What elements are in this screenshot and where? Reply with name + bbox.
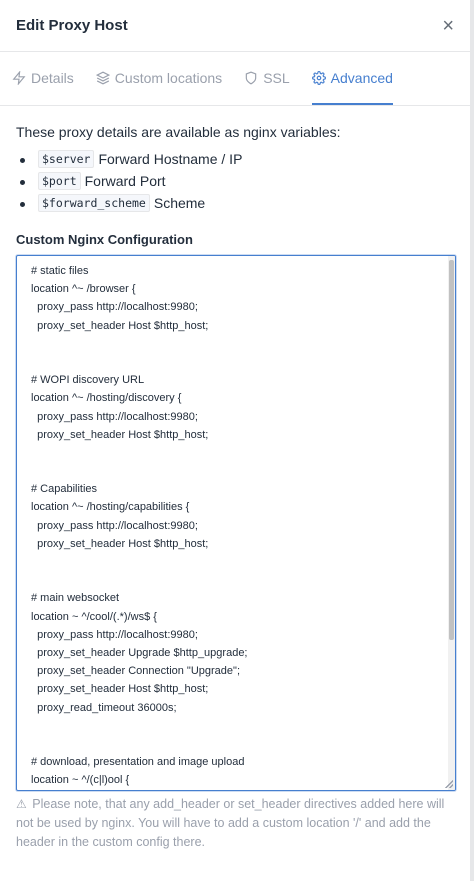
scrollbar-thumb[interactable]	[449, 260, 454, 640]
modal-header	[0, 0, 470, 52]
config-line: location ~ ^/(c|l)ool {	[31, 774, 130, 787]
gear-icon	[312, 71, 326, 85]
config-line: proxy_pass http://localhost:9980;	[31, 301, 198, 314]
modal-title: Edit Proxy Host	[16, 17, 128, 34]
nginx-config-textarea[interactable]	[16, 255, 456, 791]
variable-code: $server	[38, 150, 94, 168]
list-item	[38, 150, 454, 168]
config-text[interactable]	[17, 256, 455, 789]
variable-desc: Forward Port	[84, 173, 166, 189]
config-line: proxy_set_header Host $http_host;	[31, 537, 209, 550]
scrollbar[interactable]	[448, 256, 455, 790]
config-line: proxy_set_header Host $http_host;	[31, 319, 209, 332]
config-line: location ~ ^/cool/(.*)/ws$ {	[31, 610, 157, 623]
tab-ssl-label: SSL	[263, 69, 290, 86]
config-line: location ^~ /browser {	[31, 283, 136, 296]
tab-bar	[0, 52, 470, 106]
config-line: # WOPI discovery URL	[31, 374, 145, 387]
list-item	[38, 194, 454, 212]
resize-handle[interactable]	[445, 780, 453, 788]
layers-icon	[96, 71, 110, 85]
tab-advanced[interactable]	[312, 52, 393, 105]
config-line: proxy_pass http://localhost:9980;	[31, 410, 198, 423]
tab-custom-locations[interactable]	[96, 52, 222, 105]
lightning-icon	[12, 71, 26, 85]
variable-code: $port	[38, 172, 81, 190]
config-line: proxy_set_header Connection "Upgrade";	[31, 665, 240, 678]
config-line: location ^~ /hosting/capabilities {	[31, 501, 190, 514]
window-edge	[470, 0, 474, 881]
config-line: # main websocket	[31, 592, 120, 605]
config-line	[31, 717, 455, 735]
config-line: proxy_pass http://localhost:9980;	[31, 519, 198, 532]
close-icon[interactable]: ×	[442, 14, 454, 37]
config-line: proxy_pass http://localhost:9980;	[31, 628, 198, 641]
variable-desc: Scheme	[153, 195, 206, 211]
config-line	[31, 553, 455, 571]
variable-code: $forward_scheme	[38, 194, 150, 212]
variables-list	[16, 150, 454, 212]
shield-icon	[244, 71, 258, 85]
tab-advanced-label: Advanced	[330, 69, 393, 86]
config-note	[16, 795, 456, 852]
config-line: # Capabilities	[31, 483, 98, 496]
variables-intro: These proxy details are available as nginx variables:	[16, 124, 341, 140]
advanced-panel	[0, 106, 470, 852]
config-line	[31, 444, 455, 462]
config-line: proxy_read_timeout 36000s;	[31, 701, 177, 714]
config-line: proxy_set_header Host $http_host;	[31, 683, 209, 696]
tab-custom-locations-label: Custom locations	[114, 69, 223, 86]
tab-ssl[interactable]	[244, 52, 289, 105]
config-note-text: Please note, that any add_header or set_header directives added here will not be used by nginx. You will have to add a custom location '/' and add the header in the custom config there.	[16, 797, 445, 849]
list-item	[38, 172, 454, 190]
config-line	[31, 571, 455, 589]
config-line: proxy_set_header Upgrade $http_upgrade;	[31, 646, 248, 659]
tab-details-label: Details	[31, 69, 74, 86]
config-line	[31, 735, 455, 753]
config-line	[31, 335, 455, 353]
tab-details[interactable]	[12, 52, 74, 105]
config-line	[31, 353, 455, 371]
config-line: location ^~ /hosting/discovery {	[31, 392, 182, 405]
config-label: Custom Nginx Configuration	[16, 232, 193, 247]
config-line: proxy_set_header Host $http_host;	[31, 428, 209, 441]
config-line: # static files	[31, 265, 89, 277]
config-line	[31, 462, 455, 480]
warning-icon: ⚠	[16, 797, 27, 811]
variable-desc: Forward Hostname / IP	[98, 151, 243, 167]
config-line: # download, presentation and image upload	[31, 756, 245, 769]
